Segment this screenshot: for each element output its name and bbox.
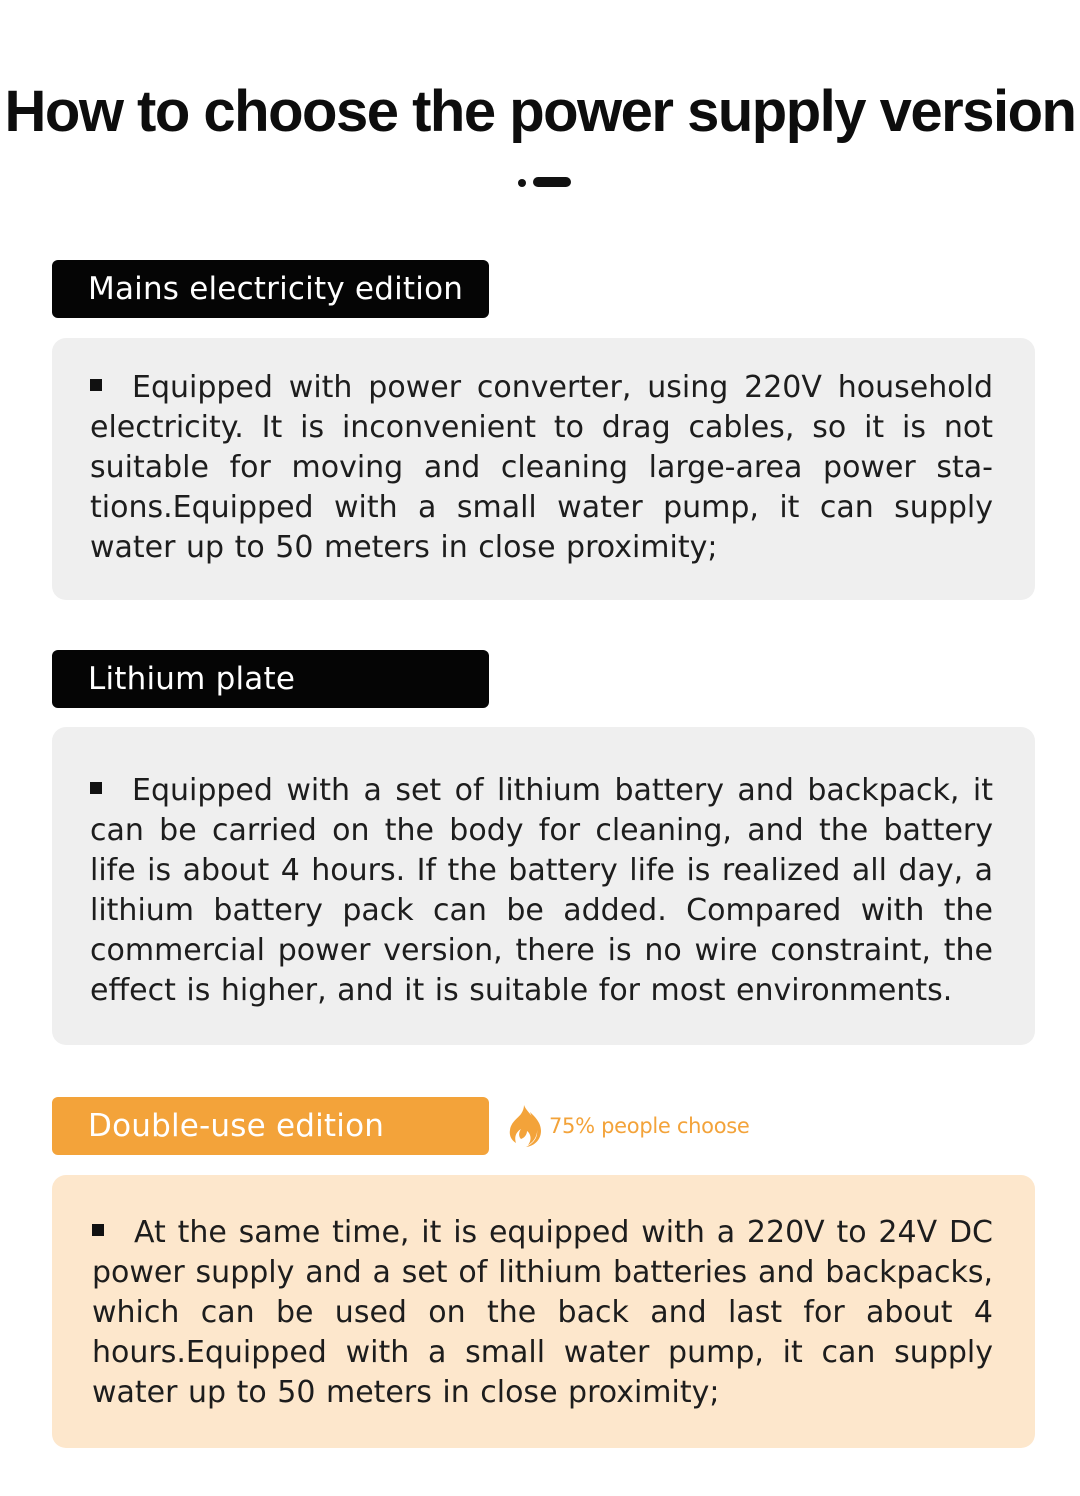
badge-text: 75% people choose <box>549 1114 750 1138</box>
square-bullet-icon <box>90 782 102 794</box>
square-bullet-icon <box>92 1224 104 1236</box>
fire-icon <box>509 1104 543 1148</box>
section-tag-lithium <box>52 650 489 708</box>
decoration-dot <box>518 179 526 187</box>
section-tag-mains <box>52 260 489 318</box>
section-tag-label: Mains electricity edition <box>88 271 464 307</box>
section-tag-double-use <box>52 1097 489 1155</box>
square-bullet-icon <box>90 379 102 391</box>
section-card-double-use <box>52 1175 1035 1448</box>
section-card-lithium <box>52 727 1035 1045</box>
section-description <box>90 771 993 1011</box>
section-description-text: Equipped with power converter, using 220V household electricity. It is inconvenient to drag cables, so it is not suitable for moving and cleaning large-area power stations.Equipped with a small water pump, it can supply water up to 50 meters in close proximity; <box>90 370 993 565</box>
section-description <box>90 1213 993 1413</box>
section-tag-label: Lithium plate <box>88 661 296 697</box>
title-decoration <box>518 177 574 189</box>
section-description-text: Equipped with a set of lithium battery and backpack, it can be carried on the body for cleaning, and the battery life is about 4 hours. If the battery life is realized all day, a lithium battery pack can be added. Compared with the commercial power version, there is no wire constraint, the effect is higher, and it is suitable for most environments. <box>90 773 993 1008</box>
section-tag-label: Double-use edition <box>88 1108 385 1144</box>
section-description <box>90 368 993 568</box>
section-description-text: At the same time, it is equipped with a 220V to 24V DC power supply and a set of lithium batteries and backpacks, which can be used on the back and last for about 4 hours.Equipped with a small water pump, it can supply water up to 50 meters in close proximity; <box>92 1215 993 1410</box>
decoration-bar <box>533 177 571 187</box>
section-card-mains <box>52 338 1035 600</box>
page-title: How to choose the power supply version <box>4 79 1076 144</box>
popularity-badge <box>509 1100 750 1152</box>
